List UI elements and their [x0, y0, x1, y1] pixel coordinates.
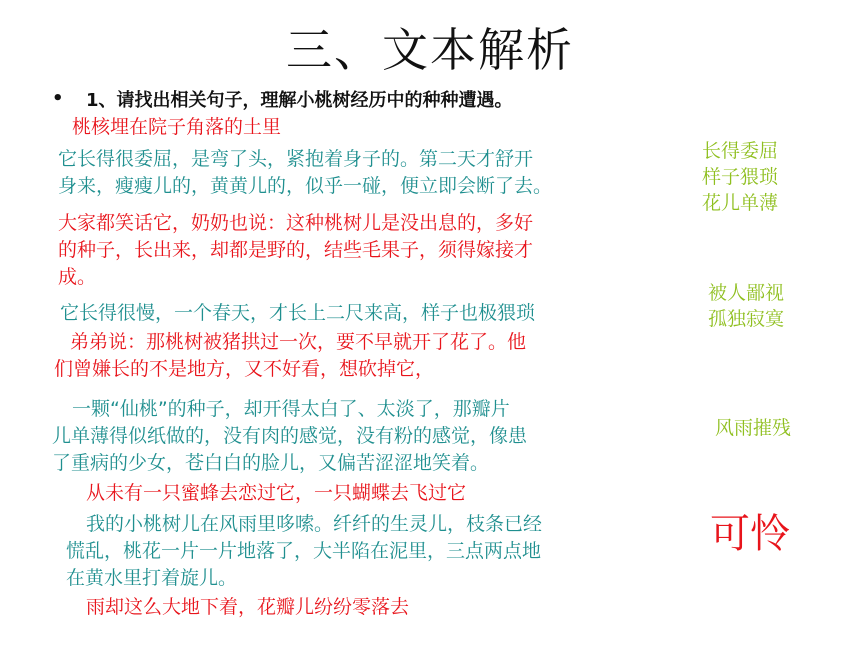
note-2-line-1: 被人鄙视 [707, 282, 784, 304]
note-treatment [696, 280, 796, 332]
note-1-line-2: 样子猥琐 [701, 166, 778, 188]
quote-6 [52, 396, 527, 477]
quote-2 [58, 146, 552, 200]
slide-title: 三、文本解析 [286, 23, 574, 77]
quote-3-line-3: 成。 [58, 266, 97, 288]
quote-8-line-3: 在黄水里打着旋儿。 [66, 567, 238, 589]
quote-5-line-2: 们曾嫌长的不是地方，又不好看，想砍掉它， [54, 358, 435, 380]
quote-7: 从未有一只蜜蜂去恋过它，一只蝴蝶去飞过它 [86, 482, 467, 504]
quote-6-line-1: 一颗“仙桃”的种子，却开得太白了、太淡了，那瓣片 [72, 398, 510, 420]
bullet-marker: • [52, 88, 64, 109]
question-text: 1、请找出相关句子，理解小桃树经历中的种种遭遇。 [86, 90, 513, 111]
quote-8 [66, 511, 542, 592]
note-pitiful: 可怜 [710, 511, 790, 557]
quote-3-line-1: 大家都笑话它，奶奶也说：这种桃树儿是没出息的，多好 [58, 212, 534, 234]
quote-6-line-2: 儿单薄得似纸做的，没有肉的感觉，没有粉的感觉，像患 [52, 425, 528, 447]
quote-8-line-1: 我的小桃树儿在风雨里哆嗦。纤纤的生灵儿，枝条已经 [86, 513, 543, 535]
quote-2-line-1: 它长得很委屈，是弯了头，紧抱着身子的。第二天才舒开 [58, 148, 534, 170]
note-1-line-1: 长得委屈 [701, 140, 778, 162]
quote-6-line-3: 了重病的少女，苍白白的脸儿，又偏苦涩涩地笑着。 [52, 452, 490, 474]
note-storm: 风雨摧残 [714, 417, 791, 439]
quote-3-line-2: 的种子，长出来，却都是野的，结些毛果子，须得嫁接才 [58, 239, 534, 261]
note-1-line-3: 花儿单薄 [701, 192, 778, 214]
note-appearance [690, 138, 790, 216]
quote-9: 雨却这么大地下着，花瓣儿纷纷零落去 [86, 596, 410, 618]
quote-3 [58, 210, 533, 291]
quote-8-line-2: 慌乱，桃花一片一片地落了，大半陷在泥里，三点两点地 [66, 540, 542, 562]
quote-2-line-2: 身来，瘦瘦儿的，黄黄儿的，似乎一碰，便立即会断了去。 [58, 175, 553, 197]
quote-1: 桃核埋在院子角落的土里 [72, 116, 282, 138]
note-2-line-2: 孤独寂寞 [707, 308, 784, 330]
quote-5 [54, 329, 526, 383]
quote-5-line-1: 弟弟说：那桃树被猪拱过一次，要不早就开了花了。他 [70, 331, 527, 353]
quote-4: 它长得很慢，一个春天，才长上二尺来高，样子也极猥琐 [60, 302, 536, 324]
